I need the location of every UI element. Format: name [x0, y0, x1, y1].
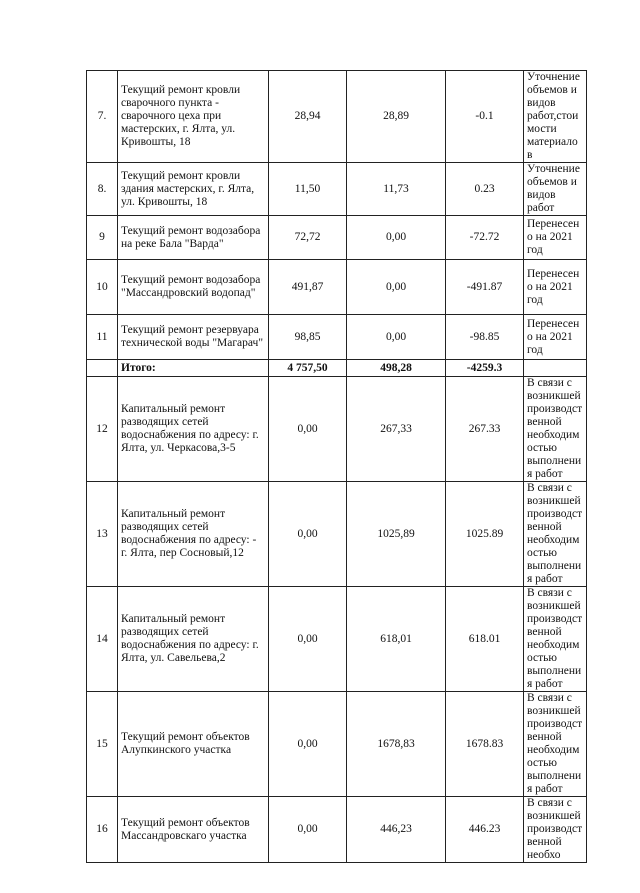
plan-value: 28,94 [269, 71, 347, 163]
note-text: В связи с возникшей производственной необходимостью выполнения работ [524, 377, 587, 482]
work-name: Текущий ремонт объектов Алупкинского участка [118, 692, 269, 797]
work-name: Капитальный ремонт разводящих сетей водоснабжения по адресу: - г. Ялта, пер Сосновый,12 [118, 482, 269, 587]
fact-value: 618,01 [347, 587, 446, 692]
note-text: Перенесено на 2021 год [524, 260, 587, 315]
plan-value: 491,87 [269, 260, 347, 315]
table-row [87, 260, 587, 315]
fact-value: 1678,83 [347, 692, 446, 797]
row-number: 8. [87, 163, 118, 216]
diff-value: 1678.83 [446, 692, 524, 797]
diff-value: -0.1 [446, 71, 524, 163]
table-row [87, 692, 587, 797]
plan-value: 98,85 [269, 315, 347, 360]
diff-value: -98.85 [446, 315, 524, 360]
work-name: Текущий ремонт кровли здания мастерских, г. Ялта, ул. Кривошты, 18 [118, 163, 269, 216]
note-text: Уточнение объемов и видов работ,стоимости материалов [524, 71, 587, 163]
plan-value: 0,00 [269, 482, 347, 587]
total-plan: 4 757,50 [269, 360, 347, 377]
plan-value: 72,72 [269, 216, 347, 260]
row-number: 12 [87, 377, 118, 482]
work-name: Текущий ремонт кровли сварочного пункта - сварочного цеха при мастерских, г. Ялта, ул. Кривошты, 18 [118, 71, 269, 163]
table-row [87, 482, 587, 587]
work-name: Текущий ремонт объектов Массандровскаго участка [118, 797, 269, 863]
fact-value: 0,00 [347, 260, 446, 315]
diff-value: -72.72 [446, 216, 524, 260]
note-text: В связи с возникшей производственной необходимостью выполнения работ [524, 692, 587, 797]
row-number: 14 [87, 587, 118, 692]
row-number: 13 [87, 482, 118, 587]
total-diff: -4259.3 [446, 360, 524, 377]
note-text: В связи с возникшей производственной необходимостью выполнения работ [524, 587, 587, 692]
table-row [87, 163, 587, 216]
repair-works-table [86, 70, 587, 863]
diff-value: 0.23 [446, 163, 524, 216]
note-text: Уточнение объемов и видов работ [524, 163, 587, 216]
fact-value: 0,00 [347, 315, 446, 360]
plan-value: 0,00 [269, 377, 347, 482]
note-text: В связи с возникшей производственной необхо [524, 797, 587, 863]
plan-value: 0,00 [269, 692, 347, 797]
total-fact: 498,28 [347, 360, 446, 377]
row-number: 15 [87, 692, 118, 797]
row-number: 9 [87, 216, 118, 260]
fact-value: 1025,89 [347, 482, 446, 587]
diff-value: 446.23 [446, 797, 524, 863]
fact-value: 11,73 [347, 163, 446, 216]
fact-value: 28,89 [347, 71, 446, 163]
table-row [87, 377, 587, 482]
note-text: В связи с возникшей производственной необходимостью выполнения работ [524, 482, 587, 587]
table-row [87, 797, 587, 863]
row-number: 7. [87, 71, 118, 163]
work-name: Текущий ремонт водозабора на реке Бала "Варда" [118, 216, 269, 260]
diff-value: 618.01 [446, 587, 524, 692]
work-name: Капитальный ремонт разводящих сетей водоснабжения по адресу: г. Ялта, ул. Черкасова,3-5 [118, 377, 269, 482]
note-text: Перенесено на 2021 год [524, 315, 587, 360]
diff-value: 1025.89 [446, 482, 524, 587]
table-row [87, 587, 587, 692]
row-number: 10 [87, 260, 118, 315]
plan-value: 0,00 [269, 587, 347, 692]
total-row [87, 360, 587, 377]
fact-value: 0,00 [347, 216, 446, 260]
table-row [87, 315, 587, 360]
work-name: Капитальный ремонт разводящих сетей водоснабжения по адресу: г. Ялта, ул. Савельева,2 [118, 587, 269, 692]
work-name: Текущий ремонт водозабора "Массандровский водопад" [118, 260, 269, 315]
plan-value: 11,50 [269, 163, 347, 216]
plan-value: 0,00 [269, 797, 347, 863]
row-number: 11 [87, 315, 118, 360]
table-row [87, 216, 587, 260]
total-label: Итого: [118, 360, 269, 377]
note-text: Перенесено на 2021 год [524, 216, 587, 260]
fact-value: 446,23 [347, 797, 446, 863]
fact-value: 267,33 [347, 377, 446, 482]
table-row [87, 71, 587, 163]
row-number: 16 [87, 797, 118, 863]
diff-value: 267.33 [446, 377, 524, 482]
work-name: Текущий ремонт резервуара технической воды "Магарач" [118, 315, 269, 360]
diff-value: -491.87 [446, 260, 524, 315]
